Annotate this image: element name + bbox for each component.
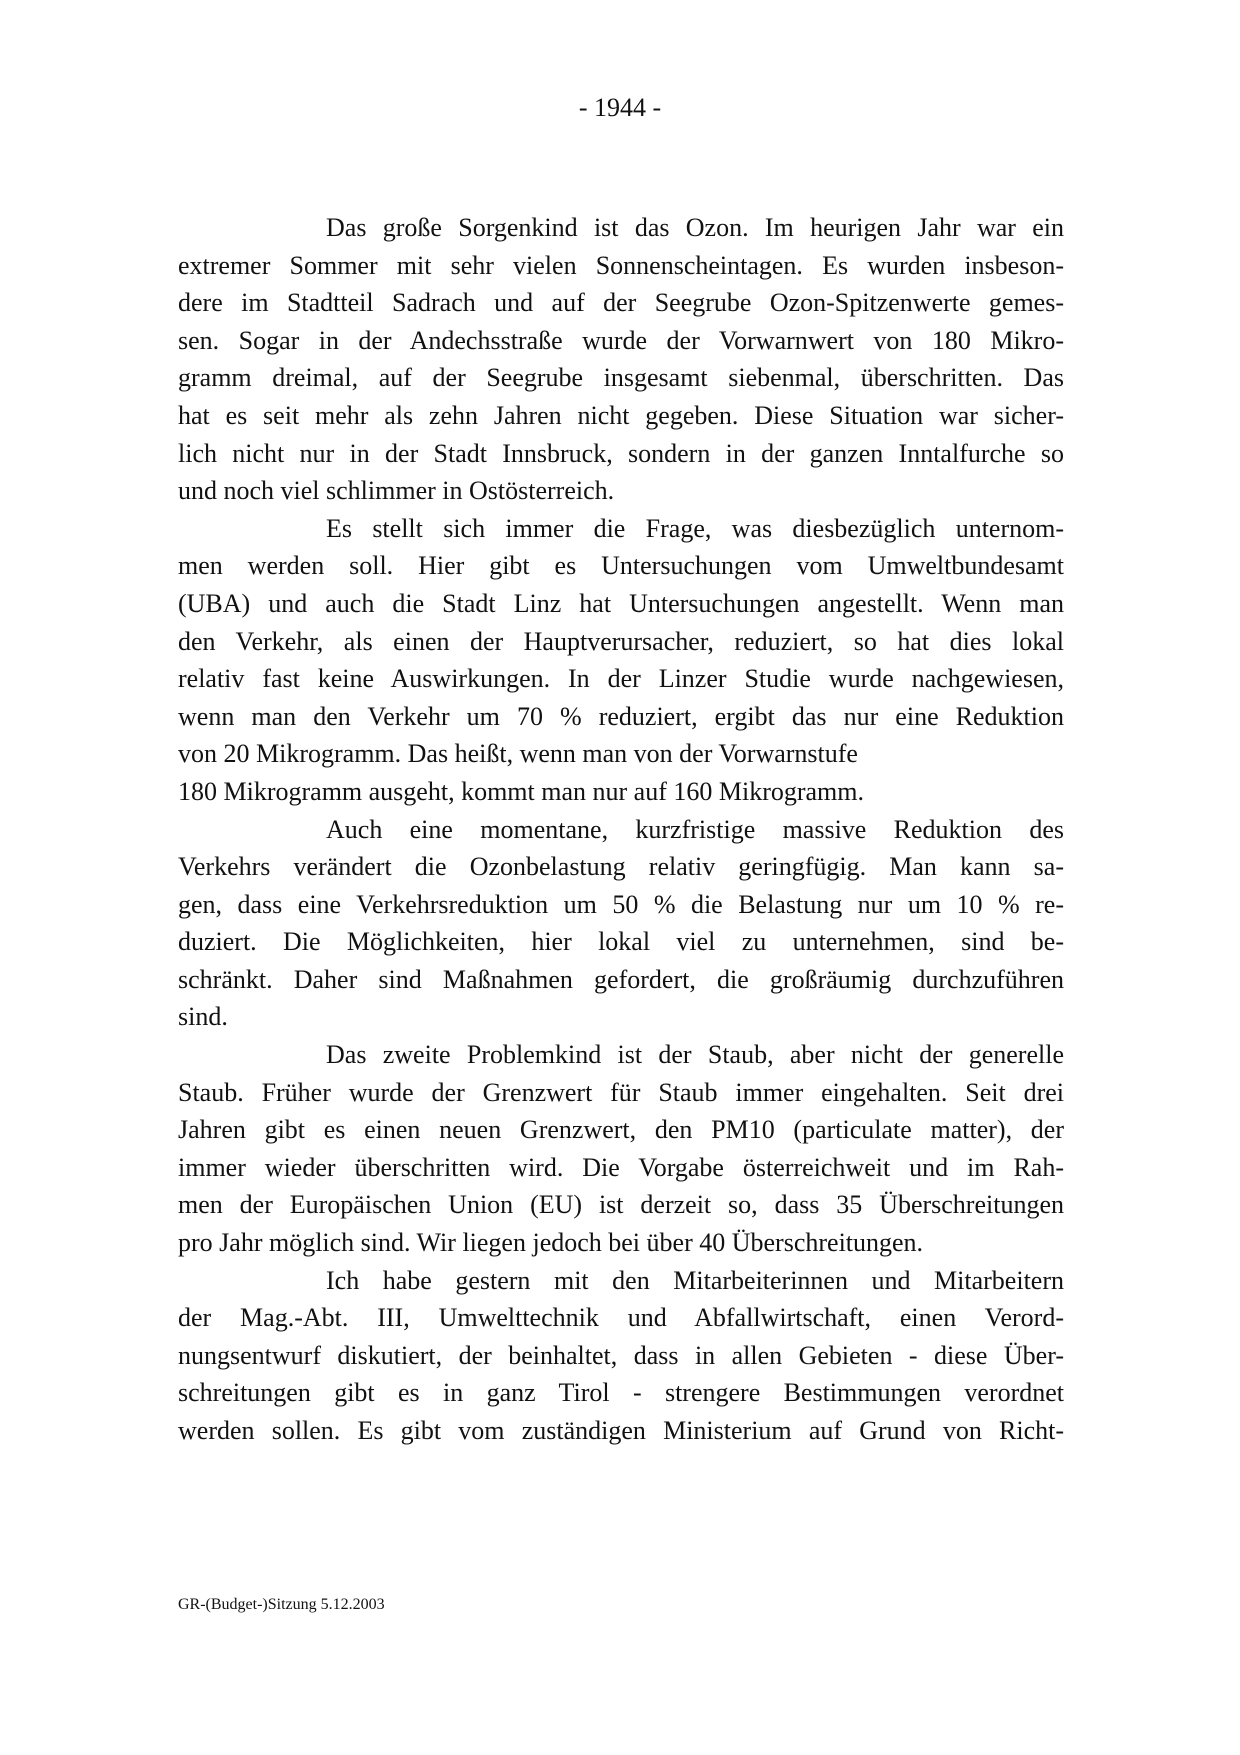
paragraph-ozone — [178, 209, 1064, 510]
text-line: werden sollen. Es gibt vom zuständigen Ministerium auf Grund von Richt- — [178, 1416, 1064, 1445]
text-line: schreitungen gibt es in ganz Tirol - strengere Bestimmungen verordnet — [178, 1378, 1064, 1408]
text-line: Auch eine momentane, kurzfristige massive Reduktion des — [326, 814, 1064, 844]
text-line: (UBA) und auch die Stadt Linz hat Untersuchungen angestellt. Wenn man — [178, 588, 1064, 618]
text-line: gen, dass eine Verkehrsreduktion um 50 % die Belastung nur um 10 % re- — [178, 889, 1064, 919]
text-line: sen. Sogar in der Andechsstraße wurde der Vorwarnwert von 180 Mikro- — [178, 325, 1064, 355]
text-line: schränkt. Daher sind Maßnahmen gefordert, die großräumig durchzuführen — [178, 964, 1064, 994]
text-line: Staub. Früher wurde der Grenzwert für Staub immer eingehalten. Seit drei — [178, 1077, 1064, 1107]
text-line: der Mag.-Abt. III, Umwelttechnik und Abfallwirtschaft, einen Verord- — [178, 1303, 1064, 1333]
text-line: lich nicht nur in der Stadt Innsbruck, sondern in der ganzen Inntalfurche so — [178, 438, 1064, 468]
text-line: den Verkehr, als einen der Hauptverursacher, reduziert, so hat dies lokal — [178, 626, 1064, 656]
text-line: wenn man den Verkehr um 70 % reduziert, ergibt das nur eine Reduktion — [178, 701, 1064, 731]
text-line: relativ fast keine Auswirkungen. In der Linzer Studie wurde nachgewiesen, — [178, 664, 1064, 694]
text-line: von 20 Mikrogramm. Das heißt, wenn man von der Vorwarnstufe — [178, 739, 858, 769]
text-line: hat es seit mehr als zehn Jahren nicht gegeben. Diese Situation war sicher- — [178, 400, 1064, 430]
text-line: Jahren gibt es einen neuen Grenzwert, den PM10 (particulate matter), der — [178, 1115, 1064, 1145]
text-line: Das große Sorgenkind ist das Ozon. Im heurigen Jahr war ein — [326, 213, 1064, 242]
text-line: immer wieder überschritten wird. Die Vorgabe österreichweit und im Rah- — [178, 1152, 1064, 1182]
text-line: nungsentwurf diskutiert, der beinhaltet, dass in allen Gebieten - diese Über- — [178, 1340, 1064, 1370]
page-number: - 1944 - — [578, 93, 662, 122]
paragraph-traffic-reduction — [178, 811, 1064, 1037]
text-line: Es stellt sich immer die Frage, was diesbezüglich unternom- — [326, 513, 1064, 543]
paragraph-measures — [178, 510, 1064, 811]
footer-session-info: GR-(Budget-)Sitzung 5.12.2003 — [178, 1596, 385, 1613]
text-line: gramm dreimal, auf der Seegrube insgesamt siebenmal, überschritten. Das — [178, 363, 1064, 393]
body-text — [178, 209, 1064, 1450]
text-line: pro Jahr möglich sind. Wir liegen jedoch bei über 40 Überschreitungen. — [178, 1228, 924, 1258]
text-line: extremer Sommer mit sehr vielen Sonnenscheintagen. Es wurden insbeson- — [178, 250, 1064, 280]
text-line: und noch viel schlimmer in Ostösterreich. — [178, 476, 615, 506]
text-line: sind. — [178, 1002, 228, 1032]
text-line: Das zweite Problemkind ist der Staub, aber nicht der generelle — [326, 1040, 1064, 1070]
text-line: 180 Mikrogramm ausgeht, kommt man nur auf 160 Mikrogramm. — [178, 776, 865, 806]
text-line: men werden soll. Hier gibt es Untersuchungen vom Umweltbundesamt — [178, 551, 1064, 581]
paragraph-dust — [178, 1036, 1064, 1262]
text-line: duziert. Die Möglichkeiten, hier lokal viel zu unternehmen, sind be- — [178, 927, 1064, 957]
text-line: men der Europäischen Union (EU) ist derzeit so, dass 35 Überschreitungen — [178, 1190, 1064, 1220]
paragraph-regulation — [178, 1262, 1064, 1450]
text-line: Ich habe gestern mit den Mitarbeiterinnen und Mitarbeitern — [326, 1265, 1064, 1295]
text-line: dere im Stadtteil Sadrach und auf der Seegrube Ozon-Spitzenwerte gemes- — [178, 288, 1064, 318]
text-line: Verkehrs verändert die Ozonbelastung relativ geringfügig. Man kann sa- — [178, 852, 1064, 882]
